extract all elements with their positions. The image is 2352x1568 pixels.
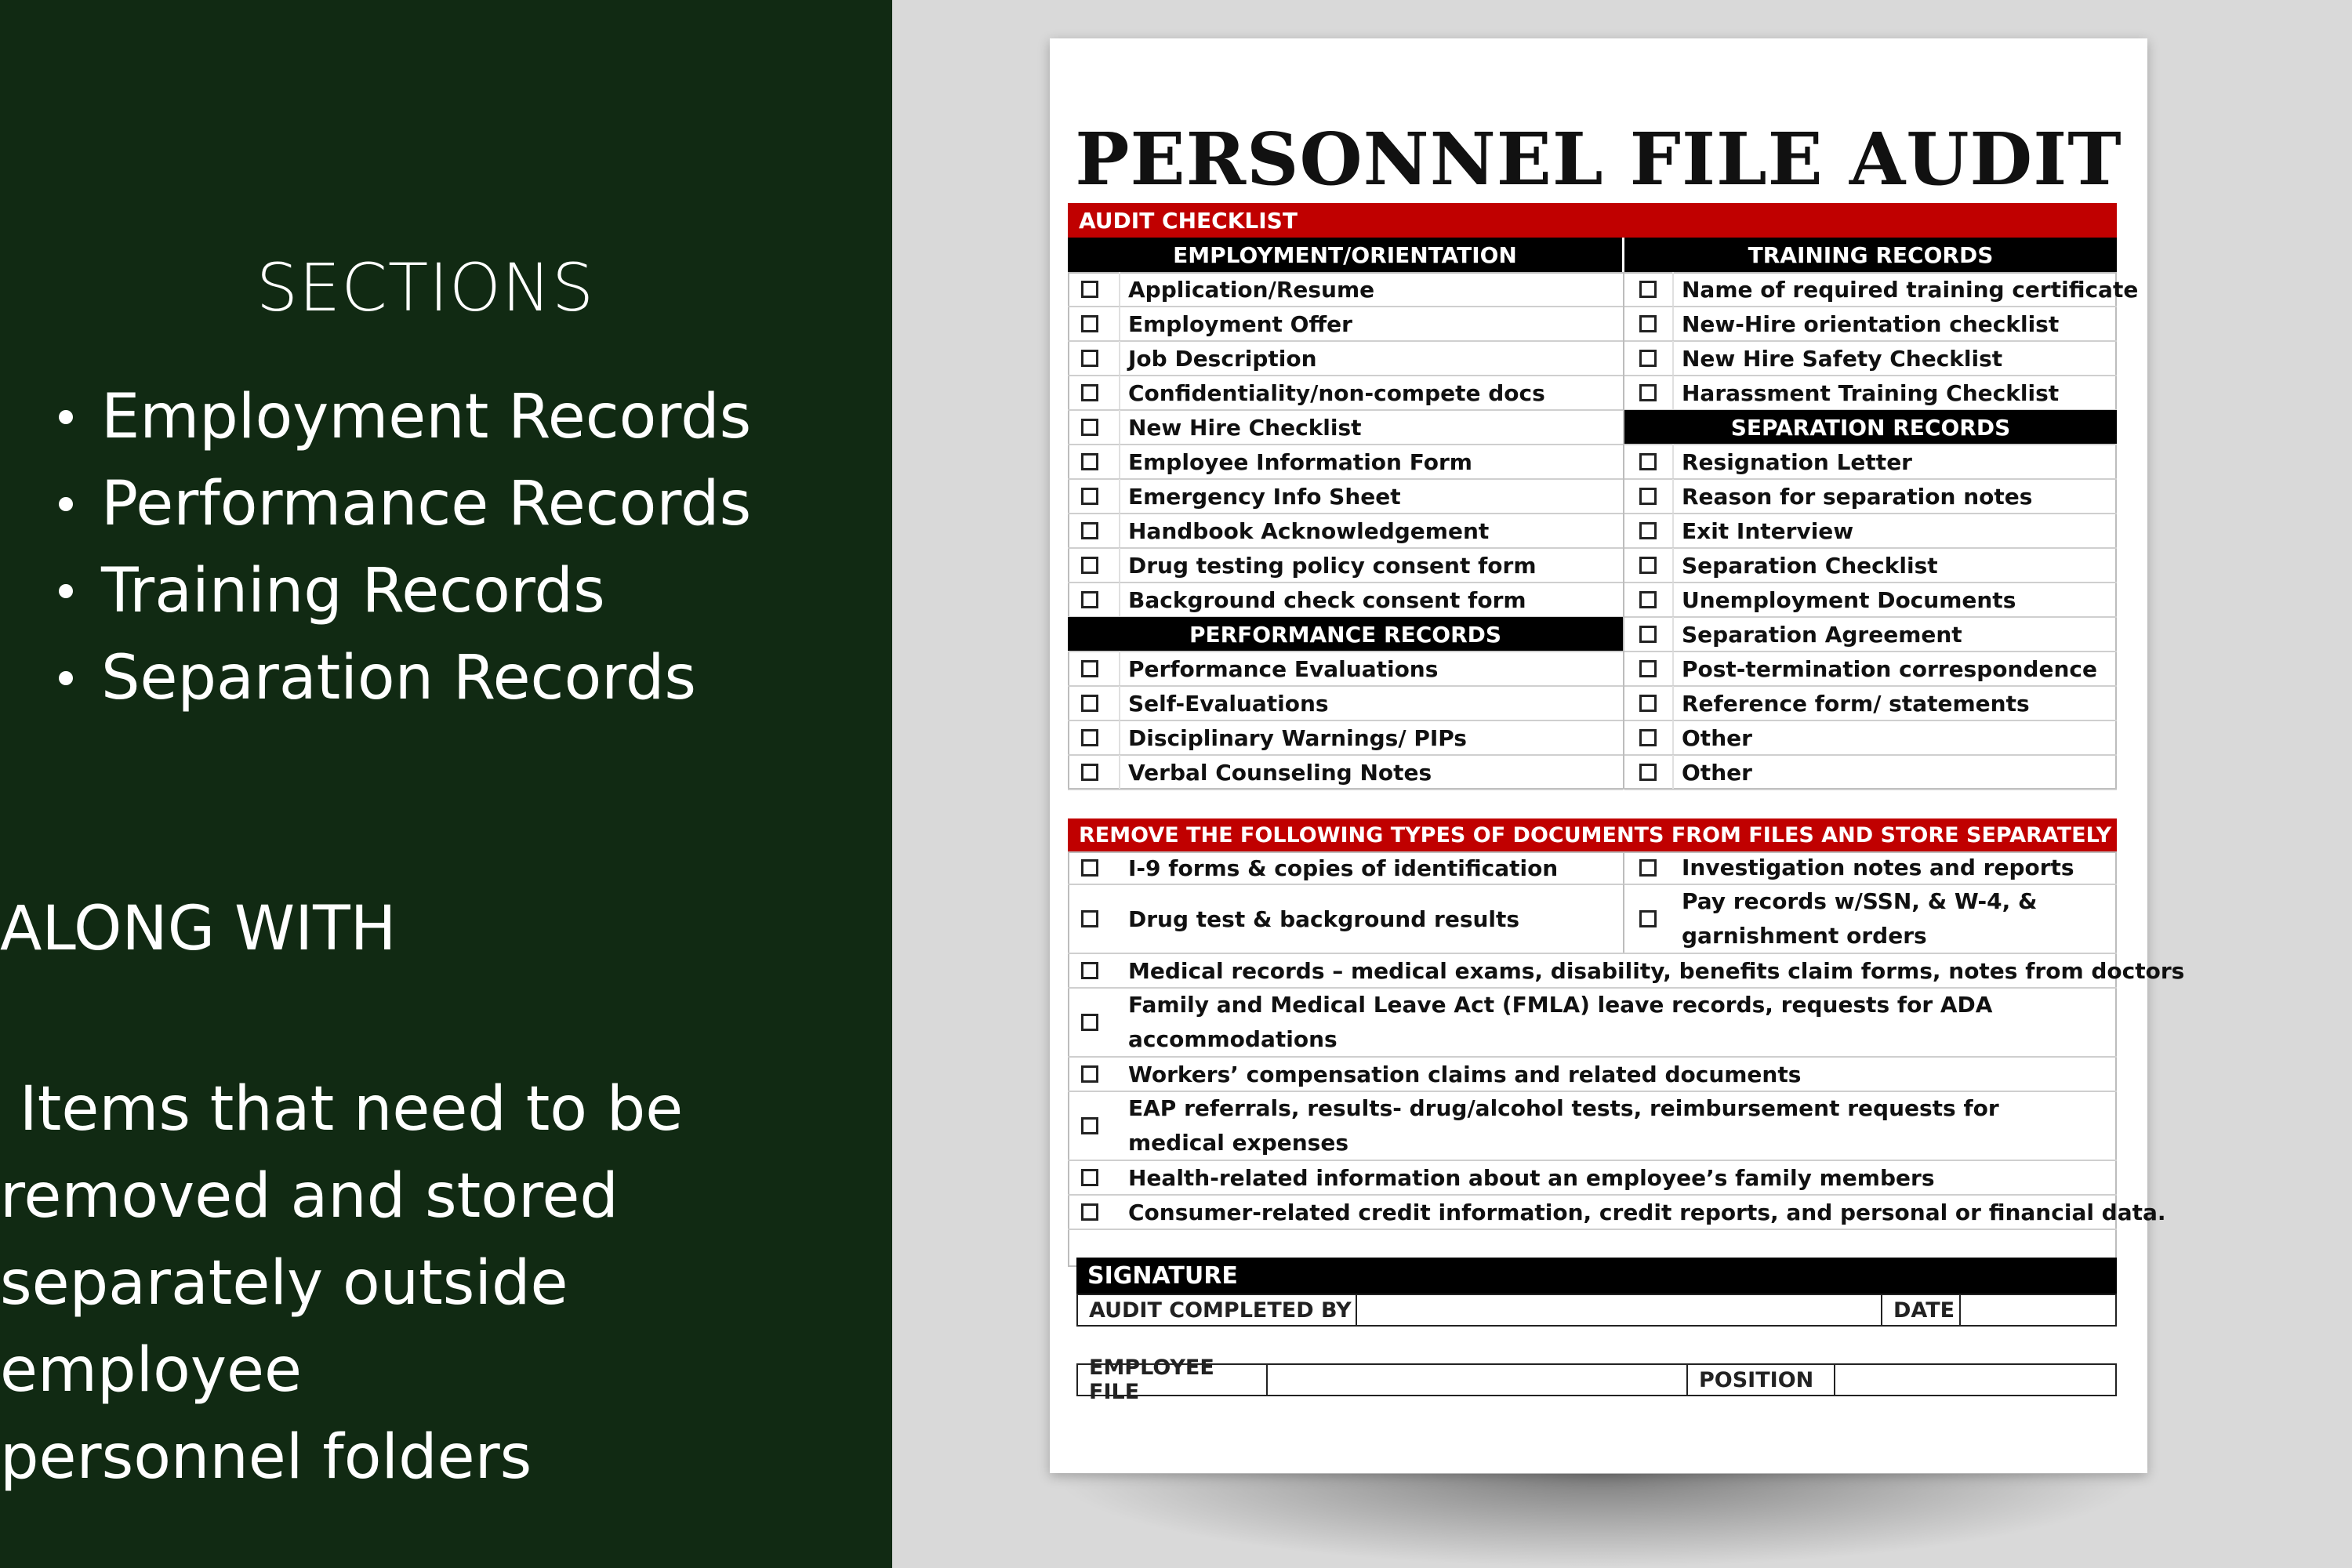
cell-divider xyxy=(1672,445,1674,479)
bullet-icon xyxy=(59,584,73,598)
employment-heading: EMPLOYMENT/ORIENTATION xyxy=(1068,238,1622,272)
cell-divider xyxy=(1672,755,1674,789)
cell-divider xyxy=(1623,851,1624,884)
cell-divider xyxy=(1672,272,1674,307)
separation-item: Post-termination correspondence xyxy=(1682,655,2097,682)
audit-completed-by-label: AUDIT COMPLETED BY xyxy=(1078,1295,1357,1325)
checkbox[interactable] xyxy=(1081,1014,1098,1031)
remove-item: Family and Medical Leave Act (FMLA) leave records, requests for ADA accommodations xyxy=(1128,992,1993,1052)
audit-completed-by-field[interactable] xyxy=(1357,1295,1882,1325)
checkbox[interactable] xyxy=(1639,350,1657,367)
checkbox[interactable] xyxy=(1081,488,1098,505)
performance-item: Performance Evaluations xyxy=(1128,655,1439,682)
cell-divider xyxy=(1119,686,1120,720)
along-with-heading: ALONG WITH xyxy=(0,894,397,964)
list-item: Employment Records xyxy=(59,373,751,460)
checkbox[interactable] xyxy=(1639,557,1657,574)
remove-item: Investigation notes and reports xyxy=(1682,855,2074,880)
date-label: DATE xyxy=(1882,1295,1961,1325)
training-item: New Hire Safety Checklist xyxy=(1682,345,2003,372)
cell-divider xyxy=(1672,583,1674,617)
checkbox[interactable] xyxy=(1081,1169,1098,1186)
checkbox[interactable] xyxy=(1081,695,1098,712)
checkbox[interactable] xyxy=(1081,591,1098,608)
checkbox[interactable] xyxy=(1639,764,1657,781)
sections-heading: SECTIONS xyxy=(256,249,595,326)
checkbox[interactable] xyxy=(1639,859,1657,877)
cell-divider xyxy=(1119,376,1120,410)
employment-item: Emergency Info Sheet xyxy=(1128,483,1401,510)
employment-item: Job Description xyxy=(1128,345,1317,372)
separation-item: Reference form/ statements xyxy=(1682,690,2030,717)
checkbox[interactable] xyxy=(1081,764,1098,781)
remove-item: Medical records – medical exams, disability, benefits claim forms, notes from doctors xyxy=(1128,957,2185,984)
checkbox[interactable] xyxy=(1639,695,1657,712)
employment-item: New Hire Checklist xyxy=(1128,414,1362,441)
checkbox[interactable] xyxy=(1639,591,1657,608)
separation-item: Unemployment Documents xyxy=(1682,586,2016,613)
separation-item: Other xyxy=(1682,759,1752,786)
remove-item: Drug test & background results xyxy=(1128,906,1520,932)
checklist-divider xyxy=(1623,272,1624,789)
separation-item: Reason for separation notes xyxy=(1682,483,2033,510)
checkbox[interactable] xyxy=(1639,522,1657,539)
separation-item: Exit Interview xyxy=(1682,517,1854,544)
list-item: Separation Records xyxy=(59,634,751,721)
position-field[interactable] xyxy=(1835,1365,2115,1395)
remove-item: Consumer-related credit information, credit reports, and personal or financial data. xyxy=(1128,1199,2166,1225)
cell-divider xyxy=(1672,617,1674,652)
cell-divider xyxy=(1672,341,1674,376)
cell-divider xyxy=(1119,479,1120,514)
cell-divider xyxy=(1672,652,1674,686)
checkbox[interactable] xyxy=(1081,962,1098,979)
cell-divider xyxy=(1672,376,1674,410)
cell-divider xyxy=(1119,720,1120,755)
list-item: Training Records xyxy=(59,547,751,634)
separation-item: Separation Agreement xyxy=(1682,621,1962,648)
separation-item: Separation Checklist xyxy=(1682,552,1938,579)
cell-divider xyxy=(1672,514,1674,548)
cell-divider xyxy=(1119,755,1120,789)
separation-heading: SEPARATION RECORDS xyxy=(1624,410,2117,445)
position-label: POSITION xyxy=(1688,1365,1835,1395)
remove-item: Health-related information about an employee’s family members xyxy=(1128,1164,1935,1191)
checkbox[interactable] xyxy=(1081,910,1098,927)
checkbox[interactable] xyxy=(1081,557,1098,574)
left-panel xyxy=(0,0,892,1568)
checkbox[interactable] xyxy=(1081,859,1098,877)
sections-list xyxy=(59,373,751,721)
document-shadow xyxy=(1051,1474,2148,1568)
remove-item: Workers’ compensation claims and related documents xyxy=(1128,1061,1802,1087)
bullet-icon xyxy=(59,671,73,685)
checkbox[interactable] xyxy=(1081,1065,1098,1083)
cell-divider xyxy=(1672,307,1674,341)
remove-header: REMOVE THE FOLLOWING TYPES OF DOCUMENTS FROM FILES AND STORE SEPARATELY xyxy=(1068,818,2117,851)
employment-item: Background check consent form xyxy=(1128,586,1526,613)
cell-divider xyxy=(1623,884,1624,953)
training-item: New-Hire orientation checklist xyxy=(1682,310,2060,337)
remove-item: Pay records w/SSN, & W-4, & garnishment orders xyxy=(1682,888,2038,949)
checkbox[interactable] xyxy=(1081,522,1098,539)
checkbox[interactable] xyxy=(1081,281,1098,298)
checkbox[interactable] xyxy=(1081,1203,1098,1221)
checkbox[interactable] xyxy=(1081,315,1098,332)
checkbox[interactable] xyxy=(1081,660,1098,677)
cell-divider xyxy=(1119,652,1120,686)
row-divider xyxy=(1624,789,2117,790)
row-divider xyxy=(1068,789,1623,790)
training-heading: TRAINING RECORDS xyxy=(1624,238,2117,272)
audit-checklist-header: AUDIT CHECKLIST xyxy=(1068,203,2117,238)
employment-item: Application/Resume xyxy=(1128,276,1375,303)
separation-item: Other xyxy=(1682,724,1752,751)
training-item: Name of required training certificate xyxy=(1682,276,2139,303)
checkbox[interactable] xyxy=(1639,315,1657,332)
employment-item: Employment Offer xyxy=(1128,310,1352,337)
document-page xyxy=(1050,38,2185,1473)
checkbox[interactable] xyxy=(1639,660,1657,677)
checkbox[interactable] xyxy=(1639,729,1657,746)
cell-divider xyxy=(1672,686,1674,720)
separation-item: Resignation Letter xyxy=(1682,448,1912,475)
cell-divider xyxy=(1672,548,1674,583)
cell-divider xyxy=(1119,583,1120,617)
checkbox[interactable] xyxy=(1081,384,1098,401)
remove-item: EAP referrals, results- drug/alcohol tests, reimbursement requests for medical expenses xyxy=(1128,1095,1999,1156)
checkbox[interactable] xyxy=(1639,626,1657,643)
checkbox[interactable] xyxy=(1639,488,1657,505)
checkbox[interactable] xyxy=(1639,281,1657,298)
performance-heading: PERFORMANCE RECORDS xyxy=(1068,617,1623,652)
checkbox[interactable] xyxy=(1639,453,1657,470)
cell-divider xyxy=(1672,479,1674,514)
items-note: Items that need to be removed and stored separately outside employee personnel folders xyxy=(0,1074,684,1493)
list-item: Performance Records xyxy=(59,460,751,547)
employment-item: Drug testing policy consent form xyxy=(1128,552,1537,579)
employment-item: Handbook Acknowledgement xyxy=(1128,517,1490,544)
checkbox[interactable] xyxy=(1081,729,1098,746)
cell-divider xyxy=(1119,272,1120,307)
bullet-icon xyxy=(59,497,73,511)
cell-divider xyxy=(1119,548,1120,583)
checkbox[interactable] xyxy=(1081,419,1098,436)
performance-item: Self-Evaluations xyxy=(1128,690,1329,717)
date-field[interactable] xyxy=(1961,1295,2115,1325)
cell-divider xyxy=(1119,307,1120,341)
cell-divider xyxy=(1119,410,1120,445)
employment-item: Confidentiality/non-compete docs xyxy=(1128,379,1545,406)
checkbox[interactable] xyxy=(1639,384,1657,401)
checkbox[interactable] xyxy=(1081,453,1098,470)
cell-divider xyxy=(1672,720,1674,755)
row-divider xyxy=(1068,1229,2117,1230)
employee-file-label: EMPLOYEE FILE xyxy=(1078,1365,1268,1395)
document-title: PERSONNEL FILE AUDIT xyxy=(1075,117,2122,201)
performance-item: Disciplinary Warnings/ PIPs xyxy=(1128,724,1467,751)
cell-divider xyxy=(1119,341,1120,376)
employment-item: Employee Information Form xyxy=(1128,448,1472,475)
checkbox[interactable] xyxy=(1639,910,1657,927)
signature-header: SIGNATURE xyxy=(1076,1258,2117,1294)
employee-file-field[interactable] xyxy=(1268,1365,1688,1395)
checkbox[interactable] xyxy=(1081,350,1098,367)
checkbox[interactable] xyxy=(1081,1117,1098,1134)
performance-item: Verbal Counseling Notes xyxy=(1128,759,1432,786)
bullet-icon xyxy=(59,410,73,424)
cell-divider xyxy=(1119,445,1120,479)
cell-divider xyxy=(1119,514,1120,548)
training-item: Harassment Training Checklist xyxy=(1682,379,2060,406)
remove-item: I-9 forms & copies of identification xyxy=(1128,855,1559,881)
